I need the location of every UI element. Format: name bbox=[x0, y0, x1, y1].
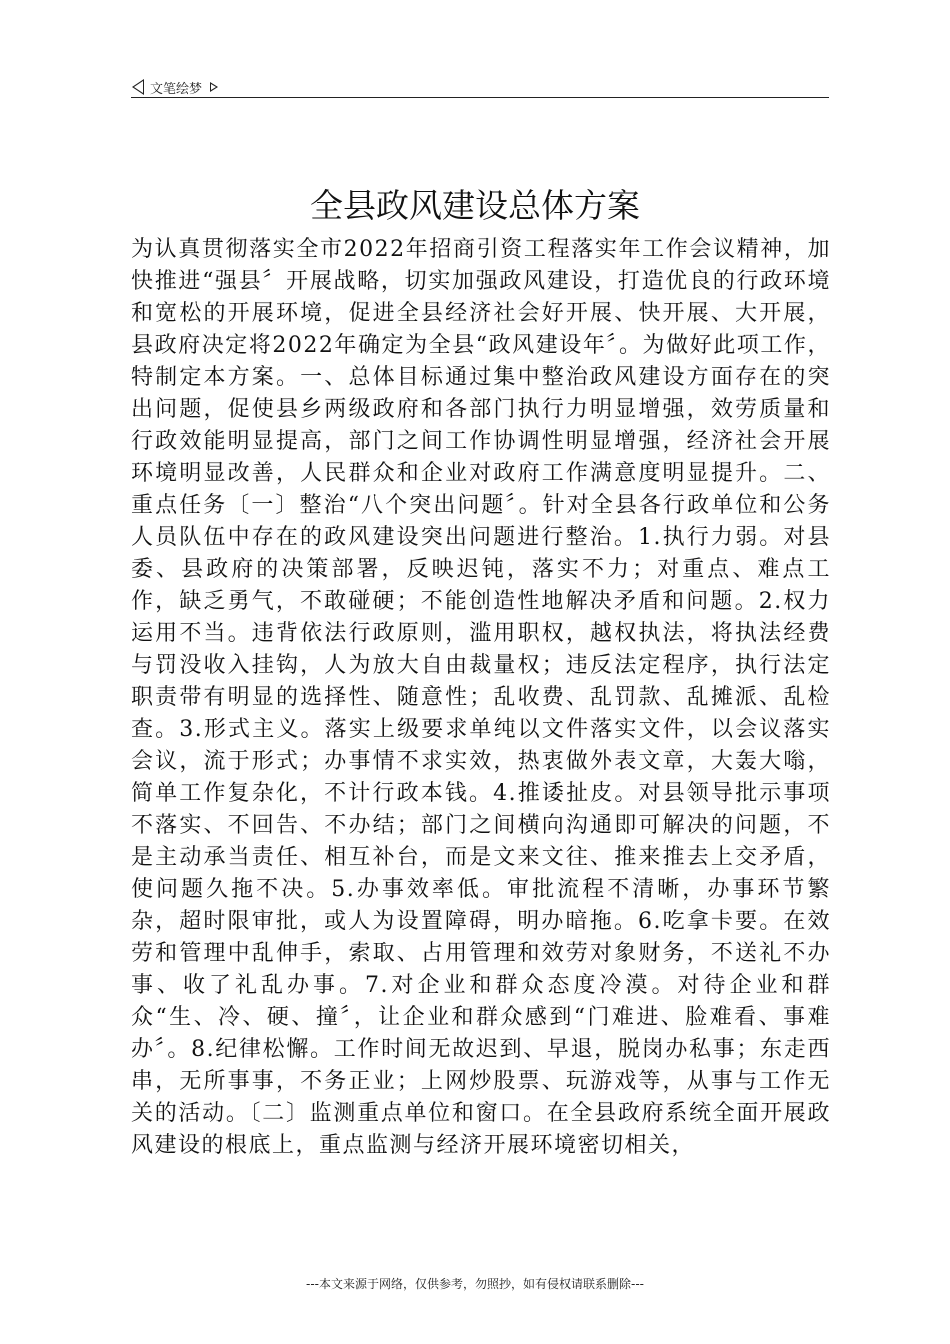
triangle-right-outline-icon bbox=[210, 82, 218, 92]
document-title: 全县政风建设总体方案 bbox=[310, 186, 640, 225]
header-logo bbox=[132, 76, 218, 98]
logo-text: 文笔绘梦 bbox=[150, 81, 203, 97]
triangle-left-outline-icon bbox=[132, 79, 144, 95]
footer-notice: ---本文来源于网络，仅供参考，勿照抄，如有侵权请联系删除--- bbox=[306, 1277, 644, 1291]
document-body: 为认真贯彻落实全市2022年招商引资工程落实年工作会议精神，加快推进“强县〞开展战略，切实加强政风建设，打造优良的行政环境和宽松的开展环境，促进全县经济社会好开展、快开展、大开展，县政府决定将2022年确定为全县“政风建设年〞。为做好此项工作，特制定本方案。一、总体目标通过集中整治政风建设方面存在的突出问题，促使县乡两级政府和各部门执行力明显增强，效劳质量和行政效能明显提高，部门之间工作协调性明显增强，经济社会开展环境明显改善，人民群众和企业对政府工作满意度明显提升。二、重点任务〔一〕整治“八个突出问题〞。针对全县各行政单位和公务人员队伍中存在的政风建设突出问题进行整治。1.执行力弱。对县委、县政府的决策部署，反映迟钝，落实不力；对重点、难点工作，缺乏勇气，不敢碰硬；不能创造性地解决矛盾和问题。2.权力运用不当。违背依法行政原则，滥用职权，越权执法，将执法经费与罚没收入挂钩，人为放大自由裁量权；违反法定程序，执行法定职责带有明显的选择性、随意性；乱收费、乱罚款、乱摊派、乱检查。3.形式主义。落实上级要求单纯以文件落实文件，以会议落实会议，流于形式；办事情不求实效，热衷做外表文章，大轰大嗡，简单工作复杂化，不计行政本钱。4.推诿扯皮。对县领导批示事项不落实、不回告、不办结；部门之间横向沟通即可解决的问题，不是主动承当责任、相互补台，而是文来文往、推来推去上交矛盾，使问题久拖不决。5.办事效率低。审批流程不清晰，办事环节繁杂，超时限审批，或人为设置障碍，明办暗拖。6.吃拿卡要。在效劳和管理中乱伸手，索取、占用管理和效劳对象财务，不送礼不办事、收了礼乱办事。7.对企业和群众态度冷漠。对待企业和群众“生、冷、硬、撞〞，让企业和群众感到“门难进、脸难看、事难办〞。8.纪律松懈。工作时间无故迟到、早退，脱岗办私事；东走西串，无所事事，不务正业；上网炒股票、玩游戏等，从事与工作无关的活动。〔二〕监测重点单位和窗口。在全县政府系统全面开展政风建设的根底上，重点监测与经济开展环境密切相关， bbox=[131, 237, 831, 1158]
header-divider bbox=[131, 97, 829, 98]
